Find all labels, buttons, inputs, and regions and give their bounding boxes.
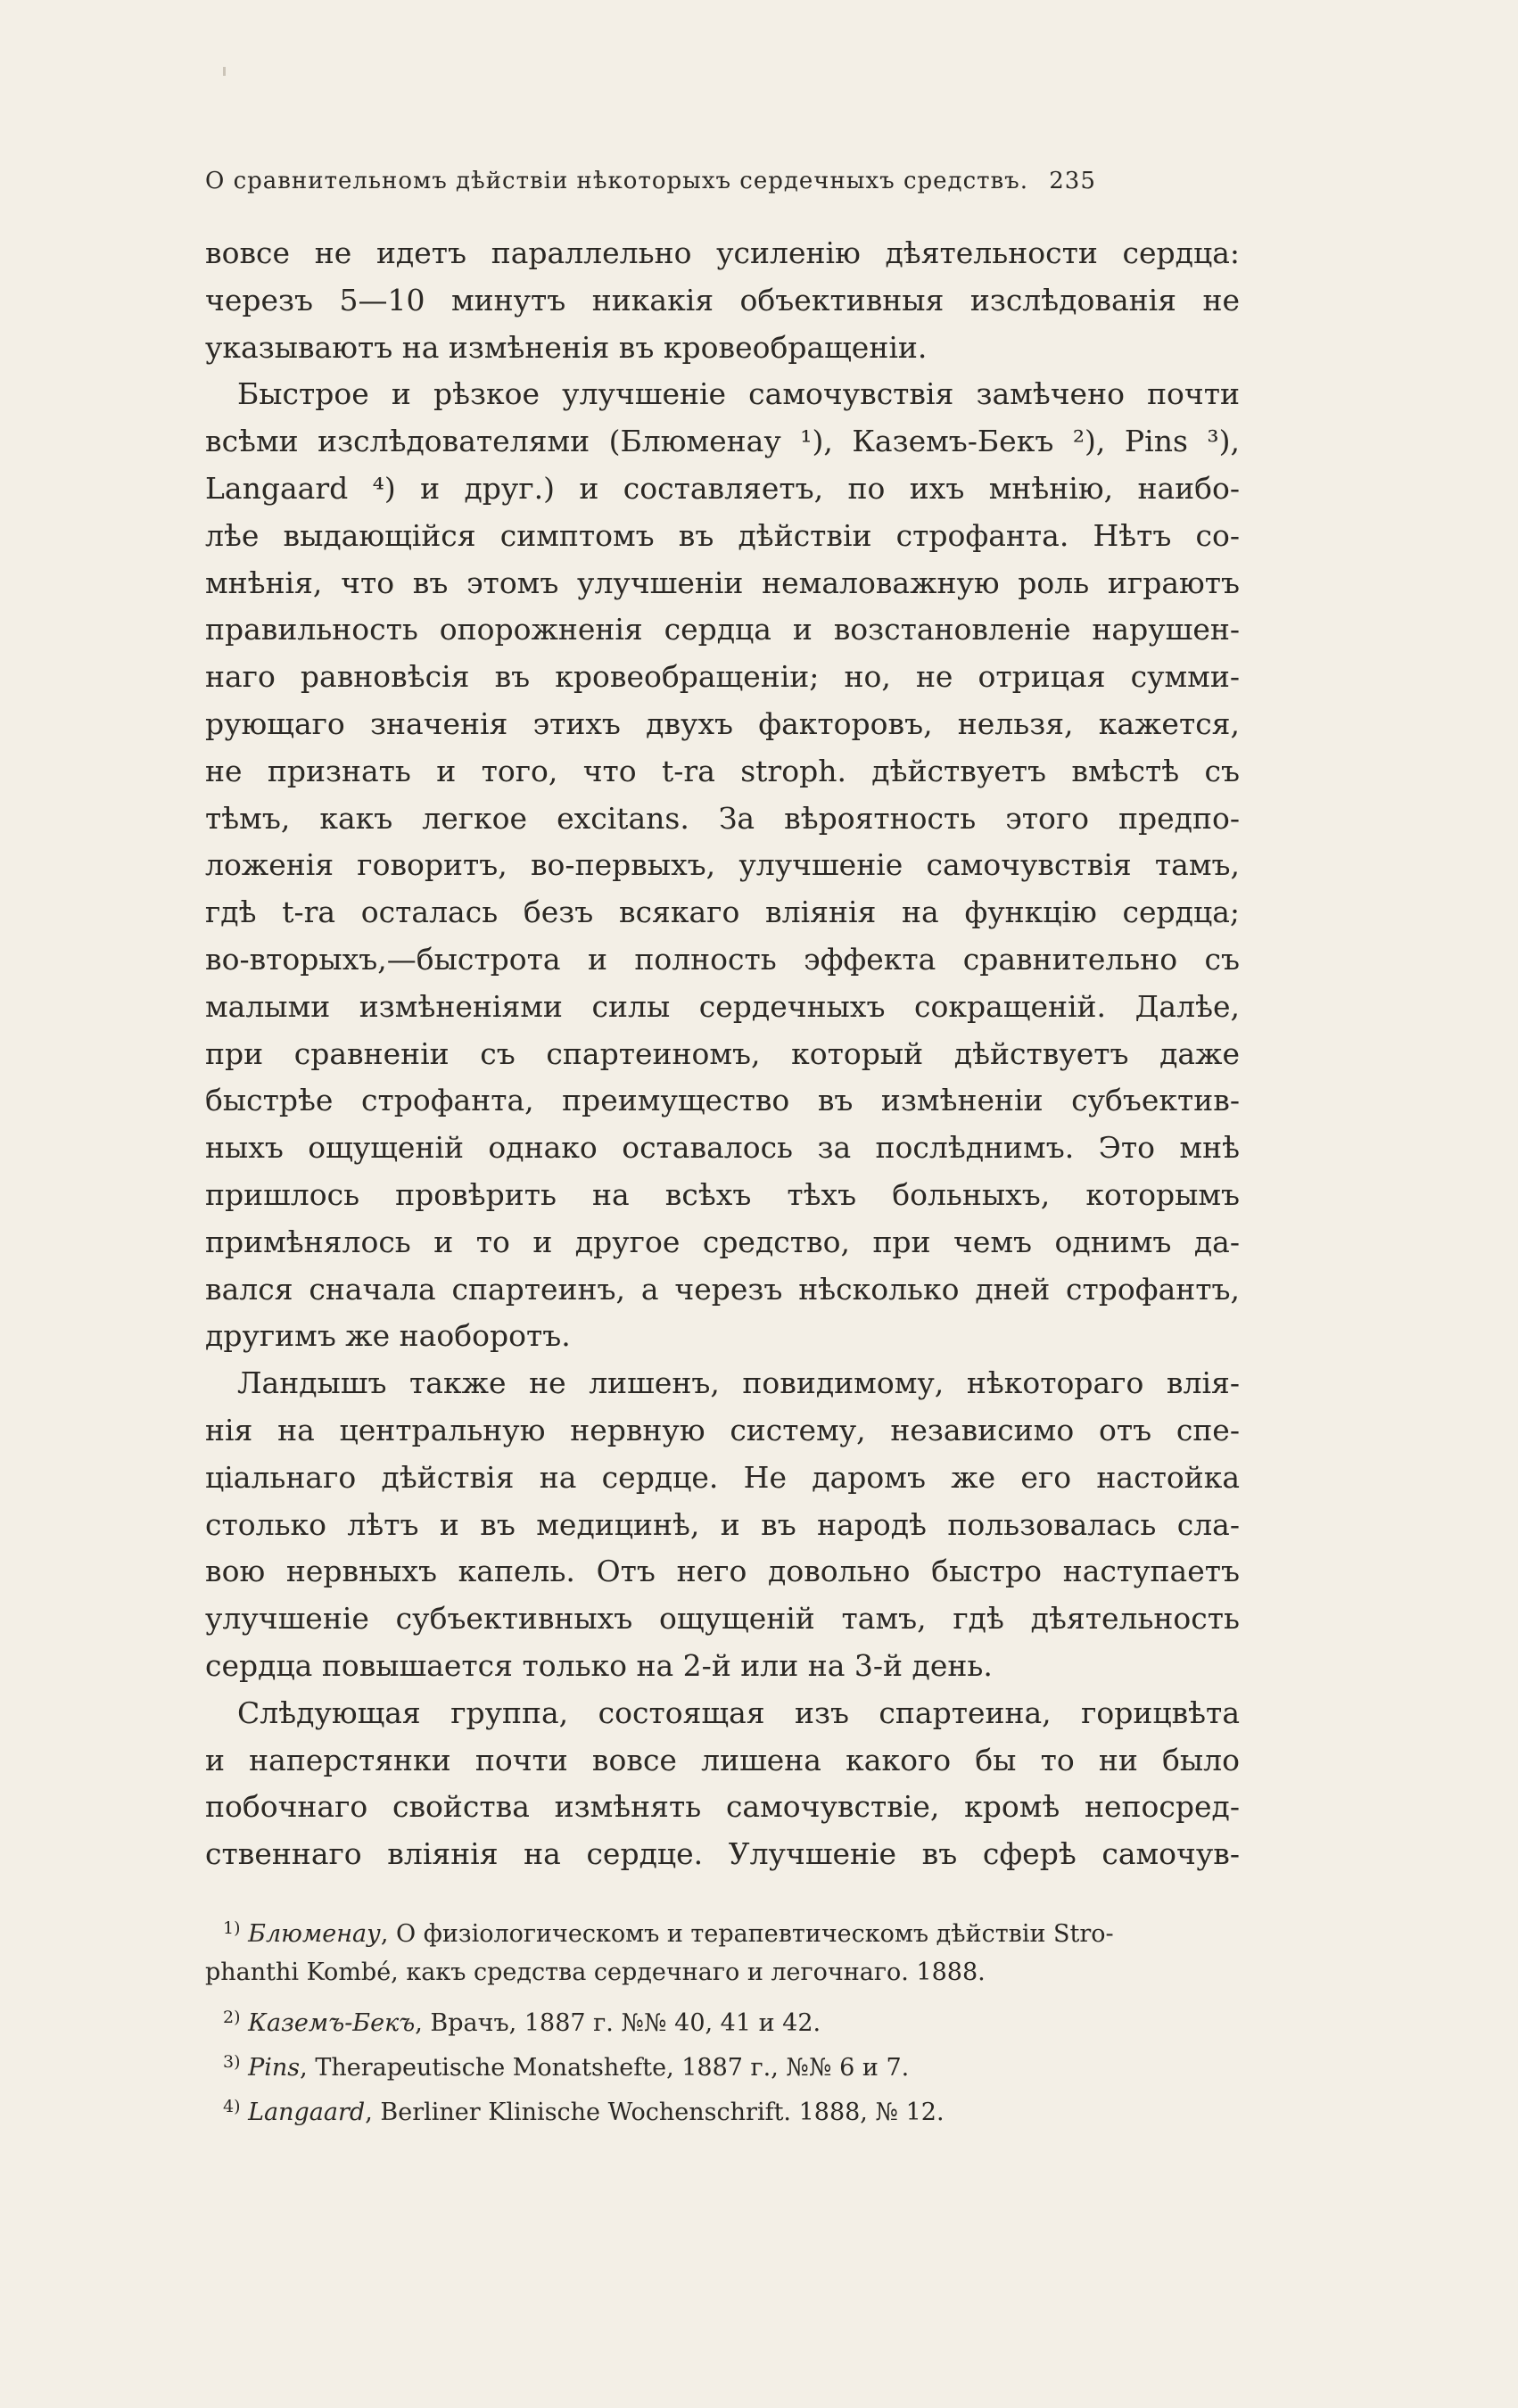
footnote-text: , О физіологическомъ и терапевтическомъ дѣйствіи Stro- xyxy=(380,1920,1114,1948)
text-line: сердца повышается только на 2-й или на 3-й день. xyxy=(205,1647,993,1683)
footnote-line xyxy=(205,1995,1240,2040)
paragraph xyxy=(205,1690,1240,1878)
footnote-author: Каземъ-Бекъ xyxy=(248,2009,416,2037)
text-line: другимъ же наоборотъ. xyxy=(205,1318,571,1354)
footnote xyxy=(205,1906,1240,1995)
text-line: столько лѣтъ и въ медицинѣ, и въ народѣ пользовалась сла- xyxy=(205,1506,1240,1542)
footnote-author: Langaard xyxy=(248,2099,366,2126)
text-line: малыми измѣненіями силы сердечныхъ сокращеній. Далѣе, xyxy=(205,988,1240,1024)
text-line: побочнаго свойства измѣнять самочувствіе, кромѣ непосред- xyxy=(205,1789,1240,1825)
text-line: указываютъ на измѣненія въ кровеобращеніи. xyxy=(205,329,928,365)
footnote-marker: 2) xyxy=(223,2008,241,2027)
footnote xyxy=(205,2084,1240,2129)
text-line: Ландышъ также не лишенъ, повидимому, нѣкотораго влія- xyxy=(237,1365,1240,1401)
paragraph xyxy=(205,230,1240,371)
paragraph xyxy=(205,1360,1240,1690)
text-line: вался сначала спартеинъ, а черезъ нѣсколько дней строфантъ, xyxy=(205,1271,1240,1307)
text-line: при сравненіи съ спартеиномъ, который дѣйствуетъ даже xyxy=(205,1035,1240,1071)
text-line: черезъ 5—10 минутъ никакія объективныя изслѣдованія не xyxy=(205,282,1240,317)
text-line: во-вторыхъ,—быстрота и полность эффекта сравнительно съ xyxy=(205,941,1240,977)
footnote xyxy=(205,1995,1240,2040)
footnote-line xyxy=(205,2040,1240,2084)
text-line: рующаго значенія этихъ двухъ факторовъ, нельзя, кажется, xyxy=(205,705,1240,741)
print-smudge xyxy=(223,67,226,76)
page-number: 235 xyxy=(1049,168,1096,194)
text-line: лѣе выдающійся симптомъ въ дѣйствіи строфанта. Нѣтъ со- xyxy=(205,517,1240,553)
footnote-line xyxy=(205,2084,1240,2129)
footnotes xyxy=(205,1906,1240,2129)
text-line: быстрѣе строфанта, преимущество въ измѣненіи субъектив- xyxy=(205,1083,1240,1118)
footnote-author: Блюменау xyxy=(248,1920,381,1948)
text-line: ціальнаго дѣйствія на сердце. Не даромъ же его настойка xyxy=(205,1459,1240,1495)
text-line: ственнаго вліянія на сердце. Улучшеніе въ сферѣ самочув- xyxy=(205,1836,1240,1872)
text-line: тѣмъ, какъ легкое excitans. За вѣроятность этого предпо- xyxy=(205,800,1240,836)
text-line: Langaard ⁴) и друг.) и составляетъ, по ихъ мнѣнію, наибо- xyxy=(205,470,1240,506)
text-line: вовсе не идетъ параллельно усиленію дѣятельности сердца: xyxy=(205,235,1240,270)
text-line: примѣнялось и то и другое средство, при чемъ однимъ да- xyxy=(205,1224,1240,1259)
text-line: ныхъ ощущеній однако оставалось за послѣднимъ. Это мнѣ xyxy=(205,1130,1240,1166)
text-line: всѣми изслѣдователями (Блюменау ¹), Каземъ-Бекъ ²), Pins ³), xyxy=(205,424,1240,459)
text-line: пришлось провѣрить на всѣхъ тѣхъ больныхъ, которымъ xyxy=(205,1176,1240,1212)
text-line: нія на центральную нервную систему, независимо отъ спе- xyxy=(205,1412,1240,1447)
text-line: Быстрое и рѣзкое улучшеніе самочувствія замѣчено почти xyxy=(237,376,1240,412)
footnote-text: , Berliner Klinische Wochenschrift. 1888, № 12. xyxy=(365,2099,945,2126)
paragraph xyxy=(205,371,1240,1360)
footnote-marker: 1) xyxy=(223,1918,241,1938)
footnote-marker: 4) xyxy=(223,2097,241,2116)
text-line: наго равновѣсія въ кровеобращеніи; но, не отрицая сумми- xyxy=(205,659,1240,695)
footnote-line: phanthi Kombé, какъ средства сердечнаго и легочнаго. 1888. xyxy=(205,1959,986,1986)
footnote-author: Pins xyxy=(248,2054,301,2082)
running-head xyxy=(205,168,1240,194)
text-line: улучшеніе субъективныхъ ощущеній тамъ, гдѣ дѣятельность xyxy=(205,1601,1240,1637)
running-head-title: О сравнительномъ дѣйствіи нѣкоторыхъ сердечныхъ средствъ. xyxy=(205,168,1028,194)
text-line: и наперстянки почти вовсе лишена какого бы то ни было xyxy=(205,1742,1240,1777)
footnote-marker: 3) xyxy=(223,2052,241,2072)
text-line: не признать и того, что t-ra stroph. дѣйствуетъ вмѣстѣ съ xyxy=(205,753,1240,788)
footnote-text: , Therapeutische Monatshefte, 1887 г., №№ 6 и 7. xyxy=(300,2054,910,2082)
body-text xyxy=(205,230,1240,1878)
text-line: мнѣнія, что въ этомъ улучшеніи немаловажную роль играютъ xyxy=(205,565,1240,600)
text-line: Слѣдующая группа, состоящая изъ спартеина, горицвѣта xyxy=(237,1695,1240,1730)
footnote-line xyxy=(205,1906,1240,1950)
footnote-text: , Врачъ, 1887 г. №№ 40, 41 и 42. xyxy=(415,2009,821,2037)
text-line: гдѣ t-ra осталась безъ всякаго вліянія на функцію сердца; xyxy=(205,895,1240,930)
text-line: вою нервныхъ капель. Отъ него довольно быстро наступаетъ xyxy=(205,1554,1240,1589)
text-line: правильность опорожненія сердца и возстановленіе нарушен- xyxy=(205,612,1240,647)
footnote xyxy=(205,2040,1240,2084)
text-line: ложенія говоритъ, во-первыхъ, улучшеніе самочувствія тамъ, xyxy=(205,847,1240,883)
